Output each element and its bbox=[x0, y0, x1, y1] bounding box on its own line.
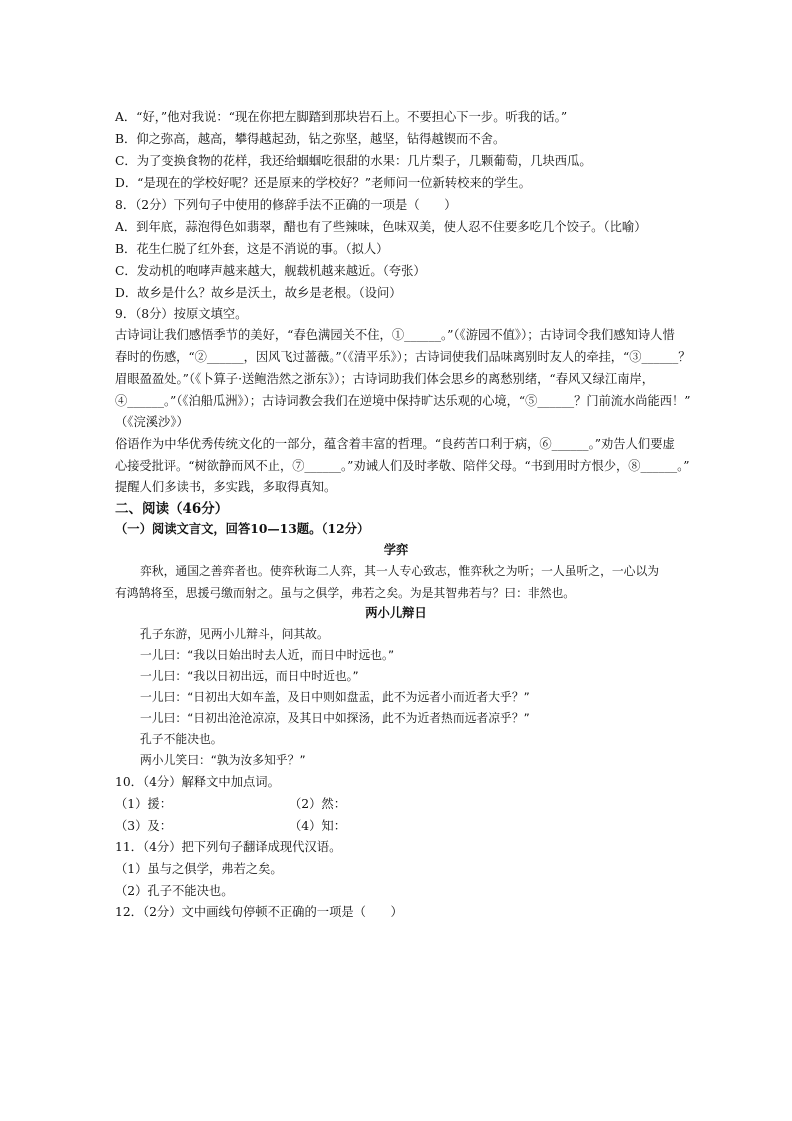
passage2-line-3: 一儿曰：“我以日初出远，而日中时近也。” bbox=[140, 669, 359, 683]
q11-item-2: （2）孔子不能决也。 bbox=[115, 884, 234, 898]
q7-option-d: D．“是现在的学校好呢？还是原来的学校好？”老师问一位新转校来的学生。 bbox=[115, 176, 531, 190]
q8-option-b: B．花生仁脱了红外套，这是不消说的事。（拟人） bbox=[115, 242, 389, 256]
q10-item-3: （3）及： bbox=[115, 819, 173, 833]
q9-line-7: 心接受批评。“树欲静而风不止，⑦______。”劝诫人们及时孝敬、陪伴父母。“书到用时方恨少，⑧______。” bbox=[115, 459, 690, 473]
section-heading: 二、阅读（46分） bbox=[115, 501, 229, 517]
passage2-line-5: 一儿曰：“日初出沧沧凉凉，及其日中如探汤，此不为近者热而远者凉乎？” bbox=[140, 711, 530, 725]
q7-option-a: A．“好，”他对我说：“现在你把左脚踏到那块岩石上。不要担心下一步。听我的话。” bbox=[115, 110, 568, 124]
passage2-line-1: 孔子东游，见两小儿辩斗，问其故。 bbox=[140, 627, 329, 641]
q8-option-a: A．到年底，蒜泡得色如翡翠，醋也有了些辣味，色味双美，使人忍不住要多吃几个饺子。（比喻） bbox=[115, 220, 647, 234]
q11-stem: 11．（4分）把下列句子翻译成现代汉语。 bbox=[115, 840, 342, 854]
q7-option-b: B．仰之弥高，越高，攀得越起劲，钻之弥坚，越坚，钻得越锲而不舍。 bbox=[115, 132, 506, 146]
q9-line-4: ④______。”（《泊船瓜洲》）；古诗词教会我们在逆境中保持旷达乐观的心境，“⑤______？门前流水尚能西！” bbox=[115, 394, 691, 408]
q9-line-2: 春时的伤感，“②______，因风飞过蔷薇。”（《清平乐》）；古诗词使我们品味离别时友人的牵挂，“③______？ bbox=[115, 350, 691, 364]
passage-title-xueyi: 学弈 bbox=[383, 542, 409, 557]
q9-line-8: 提醒人们多读书，多实践，多取得真知。 bbox=[115, 480, 337, 494]
q9-stem: 9．（8分）按原文填空。 bbox=[115, 307, 248, 321]
q7-option-c: C．为了变换食物的花样，我还给蝈蝈吃很甜的水果：几片梨子，几颗葡萄，几块西瓜。 bbox=[115, 154, 592, 168]
passage1-line-2: 有鸿鹄将至，思援弓缴而射之。虽与之俱学，弗若之矣。为是其智弗若与？曰：非然也。 bbox=[115, 586, 576, 600]
q10-item-4: （4）知： bbox=[289, 819, 347, 833]
q10-item-1: （1）援： bbox=[115, 797, 173, 811]
q12-stem: 12．（2分）文中画线句停顿不正确的一项是（ ） bbox=[115, 905, 403, 919]
q11-item-1: （1）虽与之俱学，弗若之矣。 bbox=[115, 862, 283, 876]
passage1-line-1: 弈秋，通国之善弈者也。使弈秋诲二人弈，其一人专心致志，惟弈秋之为听；一人虽听之，一心以为 bbox=[140, 564, 660, 578]
passage2-line-4: 一儿曰：“日初出大如车盖，及日中则如盘盂，此不为远者小而近者大乎？” bbox=[140, 690, 530, 704]
q8-stem: 8．（2分）下列句子中使用的修辞手法不正确的一项是（ ） bbox=[115, 198, 457, 212]
q9-line-5: （《浣溪沙》） bbox=[115, 415, 189, 429]
q9-line-3: 眉眼盈盈处。”（《卜算子·送鲍浩然之浙东》）；古诗词助我们体会思乡的离愁别绪，“春风又绿江南岸， bbox=[115, 372, 655, 386]
q8-option-d: D．故乡是什么？故乡是沃土，故乡是老根。（设问） bbox=[115, 286, 402, 300]
q9-line-6: 俗语作为中华优秀传统文化的一部分，蕴含着丰富的哲理。“良药苦口利于病，⑥______。”劝告人们要虚 bbox=[115, 437, 675, 451]
passage2-line-7: 两小儿笑曰：“孰为汝多知乎？” bbox=[140, 753, 306, 767]
passage2-line-6: 孔子不能决也。 bbox=[140, 732, 223, 746]
passage2-line-2: 一儿曰：“我以日始出时去人近，而日中时远也。” bbox=[140, 648, 395, 662]
q10-item-2: （2）然： bbox=[289, 797, 347, 811]
subsection-heading: （一）阅读文言文，回答10—13题。（12分） bbox=[115, 521, 370, 536]
q9-line-1: 古诗词让我们感悟季节的美好，“春色满园关不住，①______。”（《游园不值》）；古诗词令我们感知诗人惜 bbox=[115, 328, 675, 342]
q8-option-c: C．发动机的咆哮声越来越大，舰载机越来越近。（夸张） bbox=[115, 264, 426, 278]
passage-title-bianri: 两小儿辩日 bbox=[365, 605, 427, 620]
q10-stem: 10．（4分）解释文中加点词。 bbox=[115, 775, 280, 789]
